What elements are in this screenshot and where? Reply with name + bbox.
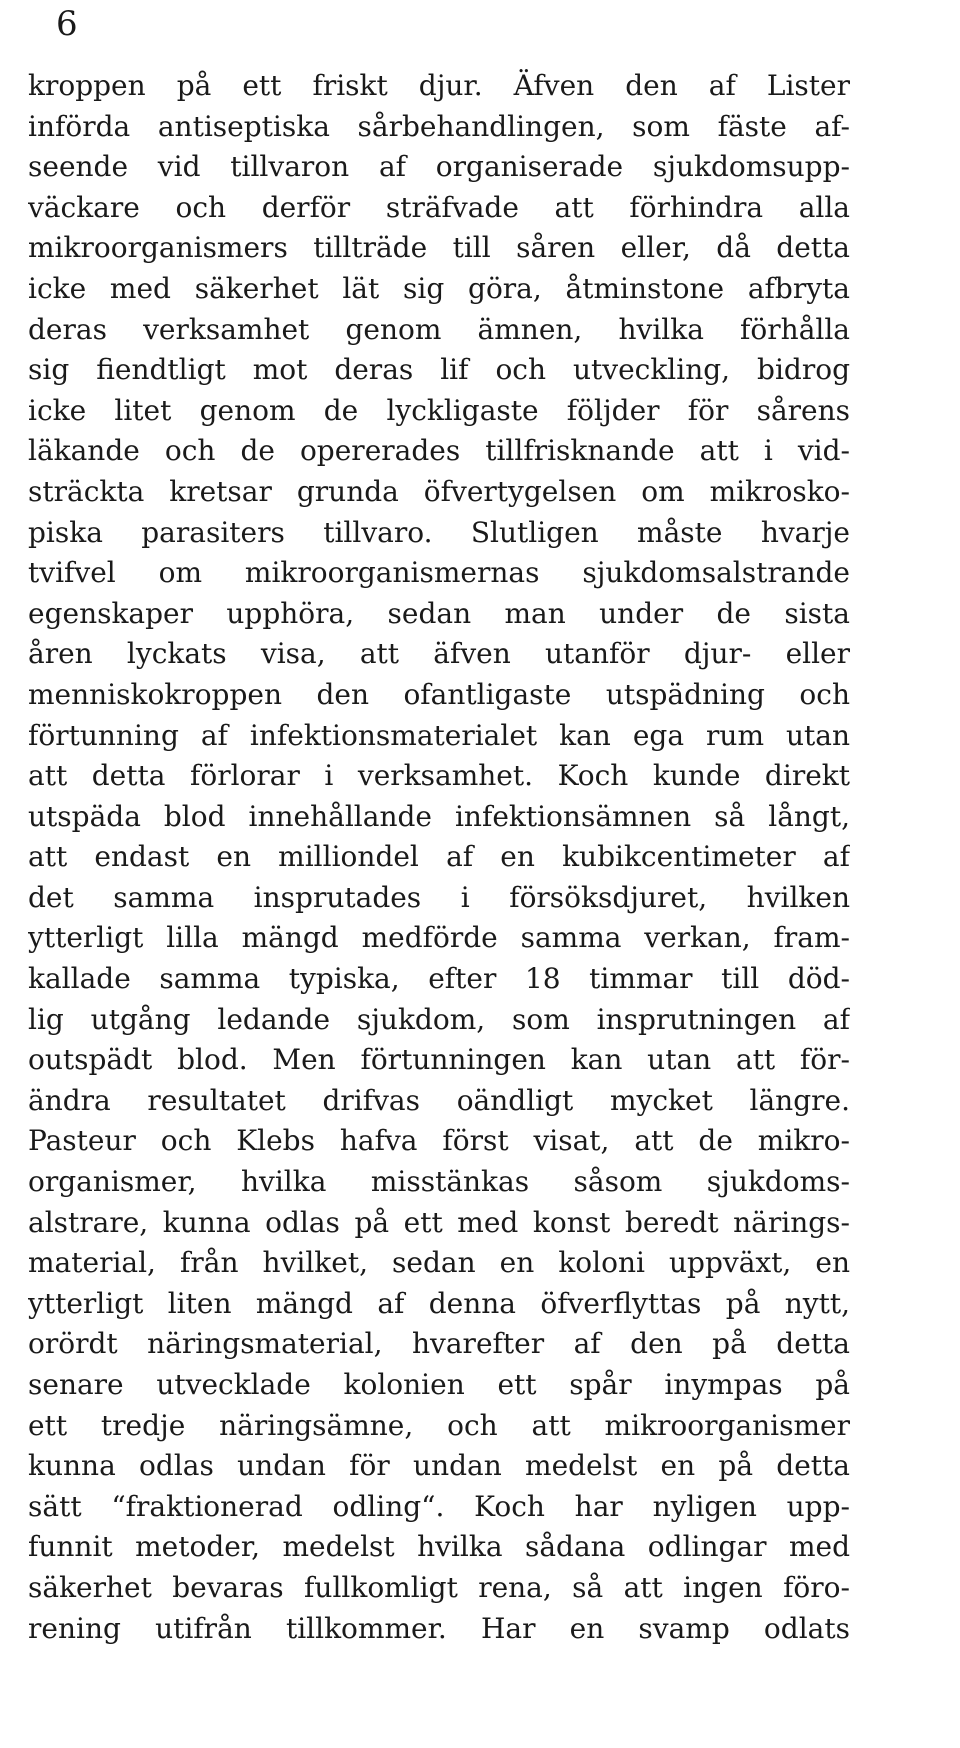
text-line: utspäda blod innehållande infektionsämnen så långt, [28, 799, 850, 833]
text-line: icke litet genom de lyckligaste följder för sårens [28, 393, 850, 427]
text-line: väckare och derför sträfvade att förhindra alla [28, 190, 850, 224]
text-line: senare utvecklade kolonien ett spår inympas på [28, 1368, 850, 1401]
text-line: rening utifrån tillkommer. Har en svamp odlats [28, 1611, 850, 1645]
text-line: kallade samma typiska, efter 18 timmar till död- [28, 962, 850, 996]
text-line: att detta förlorar i verksamhet. Koch kunde direkt [28, 759, 850, 793]
text-line: förtunning af infektionsmaterialet kan ega rum utan [28, 718, 850, 752]
text-line: det samma insprutades i försöksdjuret, hvilken [28, 880, 850, 914]
text-line: sträckta kretsar grunda öfvertygelsen om mikrosko- [28, 474, 850, 508]
text-line: organismer, hvilka misstänkas såsom sjukdoms- [28, 1165, 850, 1199]
text-line: seende vid tillvaron af organiserade sjukdomsupp- [28, 150, 850, 184]
text-line: egenskaper upphöra, sedan man under de sista [28, 596, 850, 630]
text-line: ett tredje näringsämne, och att mikroorganismer [28, 1408, 850, 1442]
text-line: införda antiseptiska sårbehandlingen, som fäste af- [28, 109, 850, 143]
text-line: lig utgång ledande sjukdom, som insprutningen af [28, 1002, 850, 1036]
text-line: sig fiendtligt mot deras lif och utveckling, bidrog [28, 353, 850, 387]
text-line: funnit metoder, medelst hvilka sådana odlingar med [28, 1530, 850, 1564]
text-line: icke med säkerhet lät sig göra, åtminstone afbryta [28, 271, 850, 305]
text-line: deras verksamhet genom ämnen, hvilka förhålla [28, 312, 850, 346]
text-line: alstrare, kunna odlas på ett med konst beredt närings- [28, 1205, 850, 1239]
text-line: orördt näringsmaterial, hvarefter af den på detta [28, 1327, 850, 1361]
body-text [28, 66, 850, 1649]
text-line: Pasteur och Klebs hafva först visat, att de mikro- [28, 1124, 850, 1158]
text-line: läkande och de opererades tillfrisknande att i vid- [28, 434, 850, 468]
text-line: material, från hvilket, sedan en koloni uppväxt, en [28, 1246, 850, 1280]
text-line: ändra resultatet drifvas oändligt mycket längre. [28, 1083, 850, 1117]
text-line: ytterligt liten mängd af denna öfverflyttas på nytt, [28, 1286, 850, 1320]
text-line: tvifvel om mikroorganismernas sjukdomsalstrande [28, 556, 850, 590]
text-line: ytterligt lilla mängd medförde samma verkan, fram- [28, 921, 850, 955]
text-line: outspädt blod. Men förtunningen kan utan att för- [28, 1043, 850, 1077]
text-line: menniskokroppen den ofantligaste utspädning och [28, 677, 850, 711]
text-line: piska parasiters tillvaro. Slutligen måste hvarje [28, 515, 850, 549]
text-line: mikroorganismers tillträde till såren eller, då detta [28, 231, 850, 265]
page-number: 6 [56, 4, 78, 44]
text-line: sätt “fraktionerad odling“. Koch har nyligen upp- [28, 1489, 850, 1523]
text-line: säkerhet bevaras fullkomligt rena, så att ingen föro- [28, 1570, 850, 1604]
text-line: kunna odlas undan för undan medelst en på detta [28, 1449, 850, 1483]
text-line: att endast en milliondel af en kubikcentimeter af [28, 840, 850, 874]
text-line: åren lyckats visa, att äfven utanför djur- eller [28, 637, 850, 671]
text-line: kroppen på ett friskt djur. Äfven den af Lister [28, 69, 850, 102]
